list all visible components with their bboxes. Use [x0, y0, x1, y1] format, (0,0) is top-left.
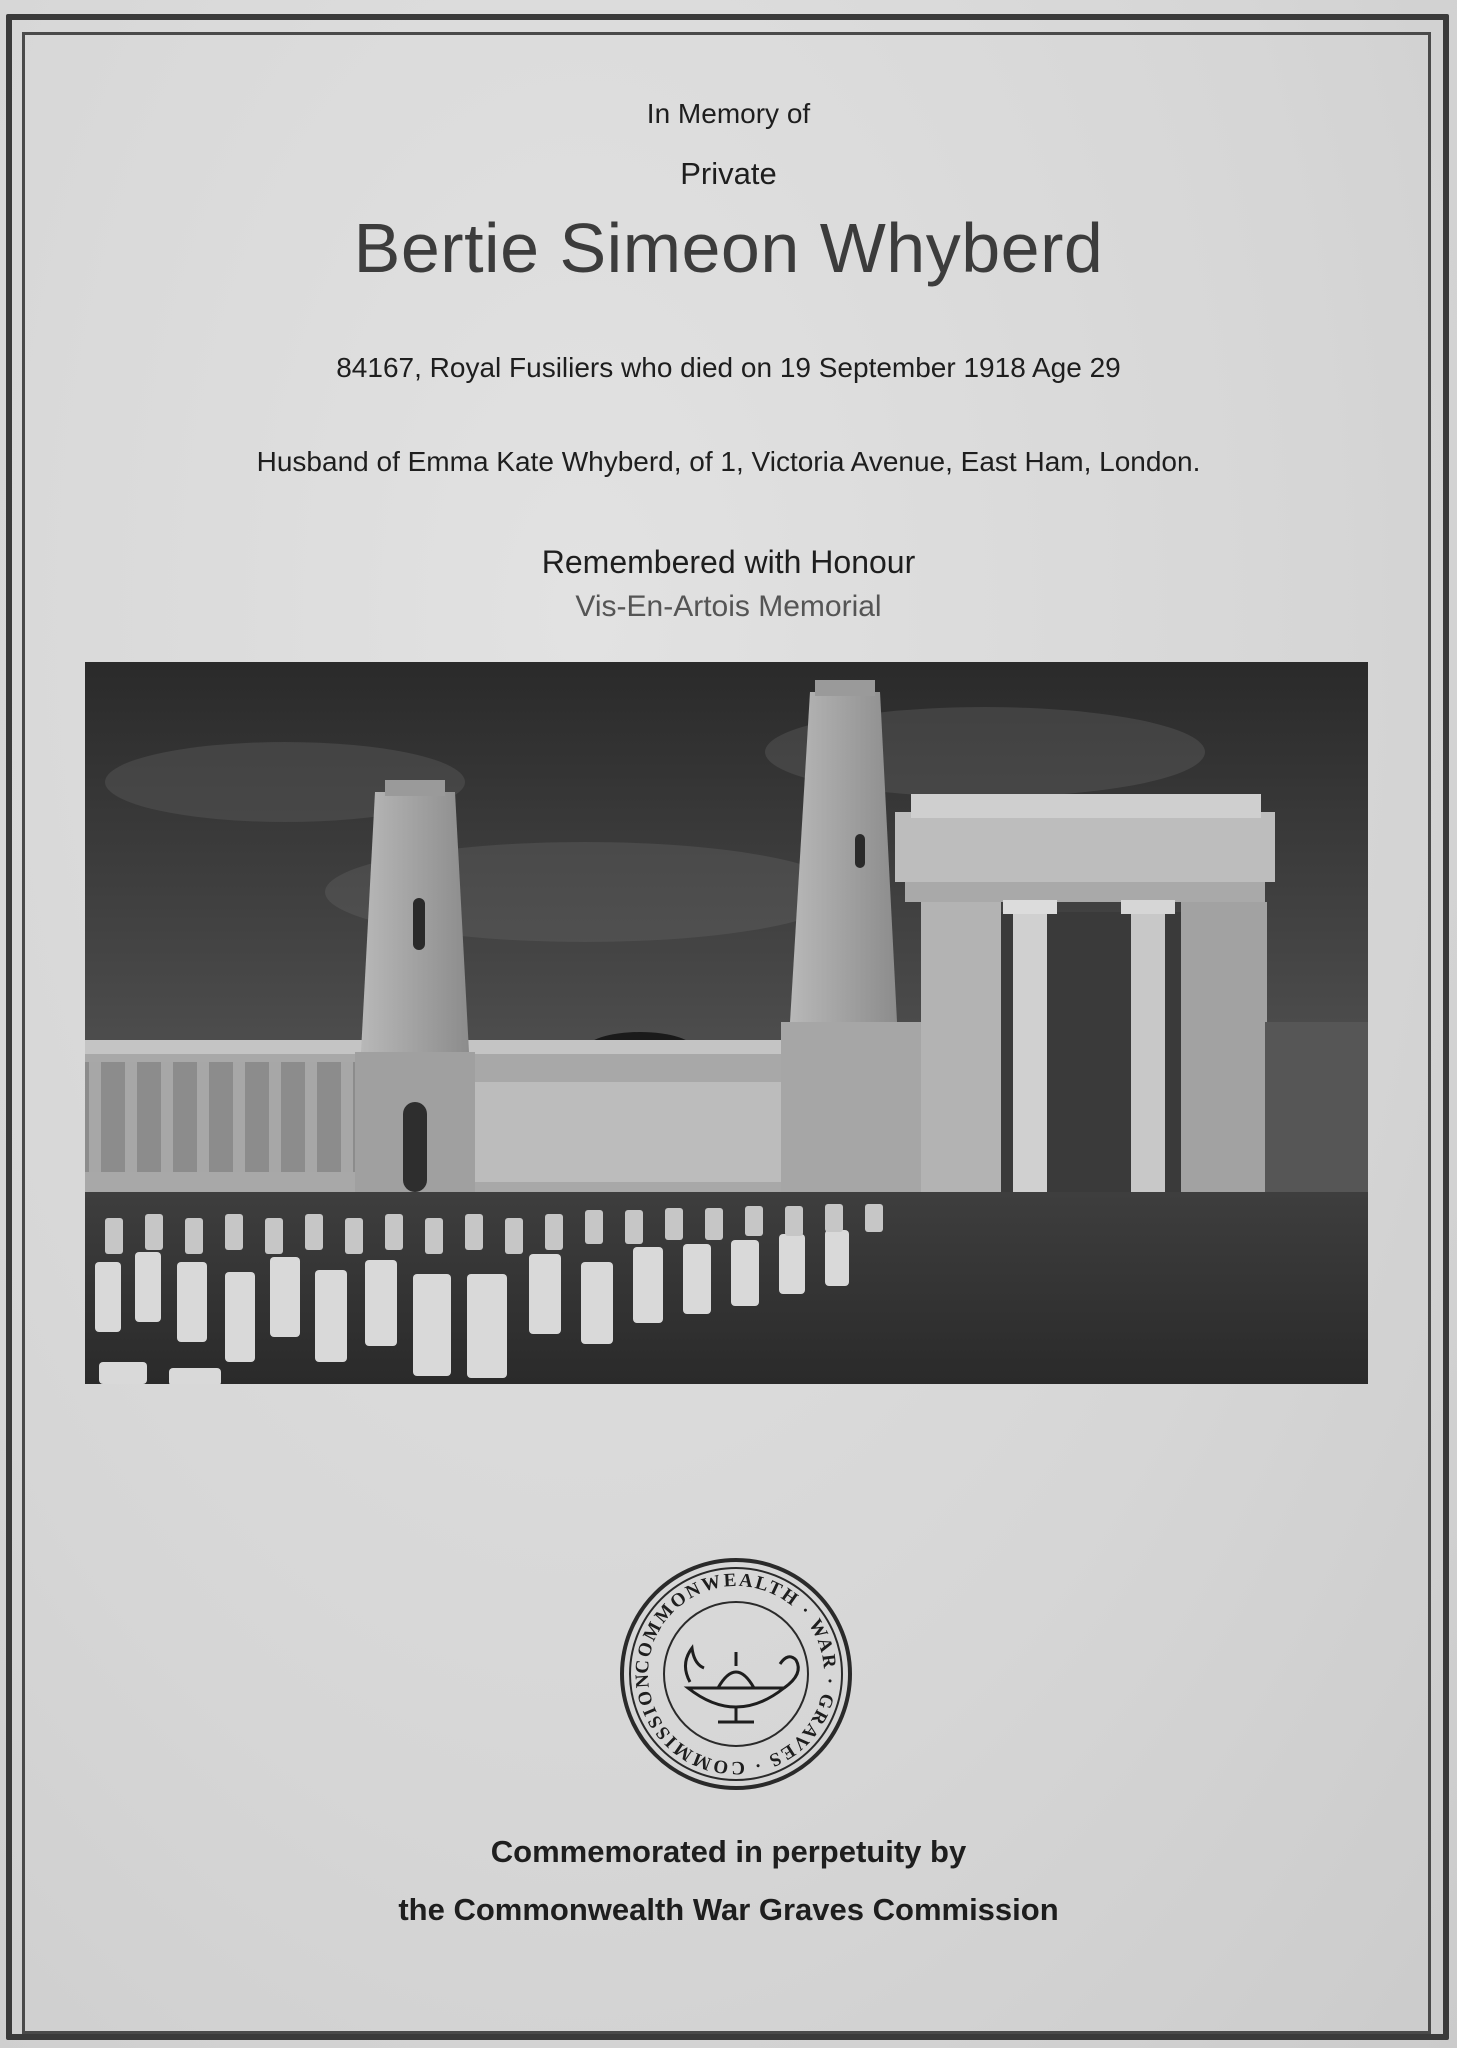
- svg-text:COMMONWEALTH · WAR · GRAVES ·: COMMONWEALTH · WAR · GRAVES · COMMISSION: [631, 1569, 841, 1779]
- commemoration-line-2: the Commonwealth War Graves Commission: [398, 1892, 1059, 1927]
- soldier-name: Bertie Simeon Whyberd: [353, 209, 1104, 287]
- memorial-photo: [85, 662, 1368, 1384]
- cwgc-seal: [618, 1556, 854, 1792]
- oil-lamp-icon: [685, 1648, 798, 1722]
- intro-text: In Memory of: [646, 98, 811, 129]
- memorial-name: Vis-En-Artois Memorial: [575, 590, 882, 623]
- family-details: Husband of Emma Kate Whyberd, of 1, Victoria Avenue, East Ham, London.: [256, 446, 1201, 477]
- rank-text: Private: [680, 156, 777, 191]
- service-details: 84167, Royal Fusiliers who died on 19 September 1918 Age 29: [336, 352, 1121, 383]
- commemoration-line-1: Commemorated in perpetuity by: [490, 1834, 967, 1869]
- honour-text: Remembered with Honour: [541, 544, 916, 580]
